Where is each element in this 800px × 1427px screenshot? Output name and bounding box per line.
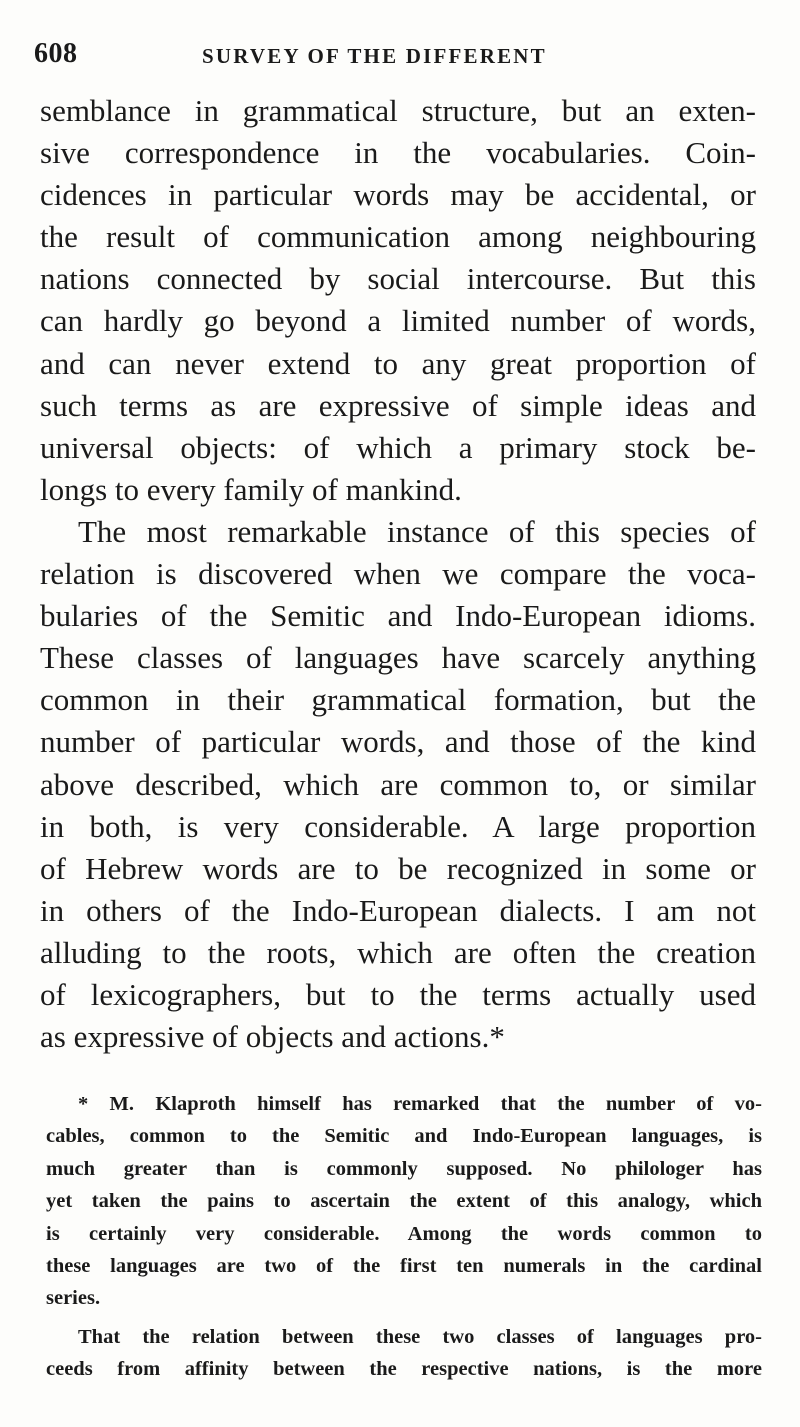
text-line: of Hebrew words are to be recognized in some or (40, 850, 756, 886)
footnote-line: is certainly very considerable. Among the words common to (46, 1222, 762, 1245)
text-line: semblance in grammatical structure, but an exten- (40, 93, 756, 128)
continued-note-line: ceeds from affinity between the respective nations, is the more (46, 1358, 762, 1381)
text-line: longs to every family of mankind. (40, 471, 462, 507)
text-line: and can never extend to any great proportion of (40, 345, 756, 381)
text-line: bularies of the Semitic and Indo-European idioms. (40, 598, 756, 634)
text-line: sive correspondence in the vocabularies. Coin- (40, 135, 756, 171)
text-line: can hardly go beyond a limited number of words, (40, 303, 756, 339)
page-header (34, 38, 760, 78)
main-text (40, 90, 756, 1058)
text-line: alluding to the roots, which are often the creation (40, 934, 756, 970)
footnote-line: much greater than is commonly supposed. No philologer has (46, 1157, 762, 1180)
footnote-line: cables, common to the Semitic and Indo-European languages, is (46, 1125, 762, 1148)
text-line: common in their grammatical formation, but the (40, 682, 756, 718)
page-number: 608 (34, 38, 78, 69)
text-line: in both, is very considerable. A large proportion (40, 808, 756, 844)
footnote-block (46, 1088, 762, 1386)
footnote-line: yet taken the pains to ascertain the extent of this analogy, which (46, 1190, 762, 1213)
text-line: relation is discovered when we compare the voca- (40, 556, 756, 592)
text-line: number of particular words, and those of the kind (40, 724, 756, 760)
paragraph-start-line: The most remarkable instance of this species of (78, 513, 756, 549)
continued-note-line: That the relation between these two classes of languages pro- (78, 1325, 762, 1348)
text-line: in others of the Indo-European dialects. I am not (40, 892, 756, 928)
text-line: above described, which are common to, or similar (40, 766, 756, 802)
footnote-line: series. (46, 1287, 101, 1310)
footnote-line: these languages are two of the first ten numerals in the cardinal (46, 1254, 762, 1277)
text-line: cidences in particular words may be accidental, or (40, 177, 756, 213)
footnote-line: * M. Klaproth himself has remarked that the number of vo- (78, 1093, 762, 1115)
text-line: of lexicographers, but to the terms actually used (40, 976, 756, 1012)
text-line: universal objects: of which a primary stock be- (40, 429, 756, 465)
text-line: as expressive of objects and actions.* (40, 1019, 505, 1055)
running-title: SURVEY OF THE DIFFERENT (202, 44, 547, 68)
text-line: nations connected by social intercourse. But this (40, 261, 756, 297)
text-line: These classes of languages have scarcely anything (40, 640, 756, 676)
text-line: the result of communication among neighbouring (40, 219, 756, 255)
text-line: such terms as are expressive of simple ideas and (40, 387, 756, 423)
